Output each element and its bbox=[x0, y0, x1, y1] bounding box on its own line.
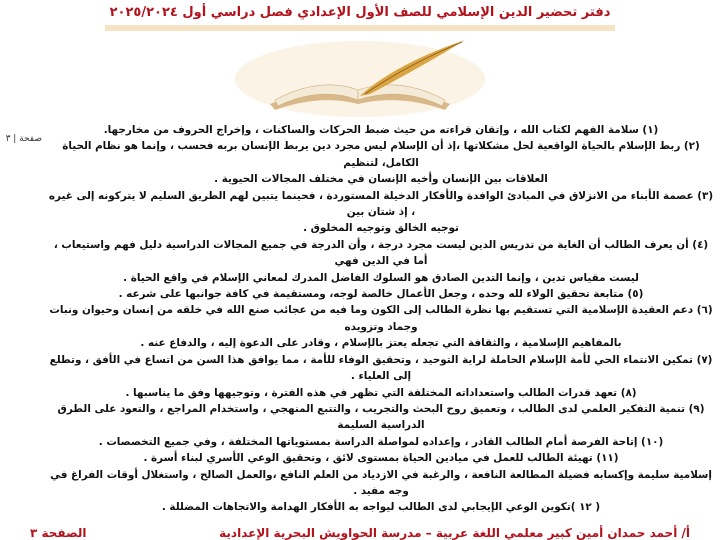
footer-page-number: الصفحة ٣ bbox=[30, 526, 87, 540]
title-underline-band bbox=[105, 25, 615, 31]
objective-line: إسلامية سليمة وإكسابه فضيلة المطالعة النافعة ، والرغبة في الازدياد من العلم النافع ،والعمل الصالح ، واستغلال أوقات الفراغ في وجه مفيد . bbox=[50, 468, 712, 497]
objective-line: ليست مقياس تدين ، وإنما التدين الصادق هو السلوك الفاضل المدرك لمعاني الإسلام في واقع الحياة . bbox=[123, 271, 639, 284]
document-title: دفتر تحضير الدين الإسلامي للصف الأول الإعدادي فصل دراسي أول ٢٠٢٥/٢٠٢٤ bbox=[109, 5, 611, 20]
book-and-quill-illustration bbox=[230, 34, 490, 119]
objective-line: العلاقات بين الإنسان وأخيه الإنسان في مختلف المجالات الحيوية . bbox=[214, 173, 548, 186]
objective-line: (٤) أن يعرف الطالب أن الغاية من تدريس الدين ليست مجرد درجة ، وأن الدرجة في جميع المجالات الدراسية دليل فهم واستيعاب ، أما في الدين فهي bbox=[53, 238, 709, 268]
objective-line: (٧) تمكين الانتماء الحي لأمة الإسلام الحاملة لراية التوحيد ، وتحقيق الوفاء للأمة ، مما يوافق هذا السن من اتساع في الأفق ، وتطلع إلى العلياء . bbox=[49, 353, 713, 383]
objective-line: توجيه الخالق وتوجيه المخلوق . bbox=[303, 222, 459, 235]
objectives-list bbox=[46, 122, 716, 516]
objective-line: (٥) متابعة تحقيق الولاء لله وحده ، وجعل الأعمال خالصة لوجه، ومستقيمة في كافة جوانبها على شرعه . bbox=[118, 288, 644, 301]
objective-line: (٣) عصمة الأبناء من الانزلاق في المبادئ الوافدة والأفكار الدخيلة المستوردة ، فحينما يتبين لهم الطريق السليم لا يتركونه إلى غيره ، إذ شتان بين bbox=[48, 189, 714, 219]
objective-line: (٨) تعهد قدرات الطالب واستعداداته المختلفة التي تظهر في هذه الفترة ، وتوجيهها وفق ما يناسبها . bbox=[125, 386, 637, 399]
objective-line: (٢) ربط الإسلام بالحياة الواقعية لحل مشكلاتها ،إذ أن الإسلام ليس مجرد دين يربط الإنسان بربه فحسب ، وإنما هو نظام الحياة الكامل، لتنظيم bbox=[62, 140, 700, 169]
objective-line: (١٠) إتاحة الفرصة أمام الطالب القادر ، وإعداده لمواصلة الدراسة بمستوياتها المختلفة ، وفي جميع التخصصات . bbox=[98, 435, 664, 448]
objective-line: (٩) تنمية التفكير العلمي لدى الطالب ، وتعميق روح البحث والتجريب ، والتتبع المنهجي ، واستخدام المراجع ، والتعود على الطرق الدراسية السليمة bbox=[57, 402, 705, 432]
objective-line: بالمفاهيم الإسلامية ، والثقافة التي تجعله يعتز بالإسلام ، وقادر على الدعوة إليه ، والدفاع عنه . bbox=[140, 337, 622, 350]
objective-line: (١) سلامة الفهم لكتاب الله ، وإتقان قراءته من حيث ضبط الحركات والساكنات ، وإخراج الحروف من مخارجها. bbox=[103, 124, 659, 136]
objective-line: (١١) تهيئة الطالب للعمل في ميادين الحياة بمستوى لائق ، وتحقيق الوعي الأسري لبناء أسرة . bbox=[143, 452, 619, 465]
objective-line: ( ١٢ )تكوين الوعي الإيجابي لدى الطالب ليواجه به الأفكار الهدامة والاتجاهات المضللة . bbox=[161, 501, 601, 514]
footer-author: أ/ أحمد حمدان أمين كبير معلمي اللغة عربية – مدرسة الحواويش البحرية الإعدادية bbox=[219, 526, 690, 540]
objective-line: (٦) دعم العقيدة الإسلامية التي تستقيم بها نظرة الطالب إلى الكون وما فيه من عجائب صنع الله في خلقه من إنسان وحيوان ونبات وجماد وتزويده bbox=[49, 304, 713, 333]
document-header bbox=[60, 4, 660, 31]
side-page-label: صفحة | ٣ bbox=[5, 134, 42, 144]
